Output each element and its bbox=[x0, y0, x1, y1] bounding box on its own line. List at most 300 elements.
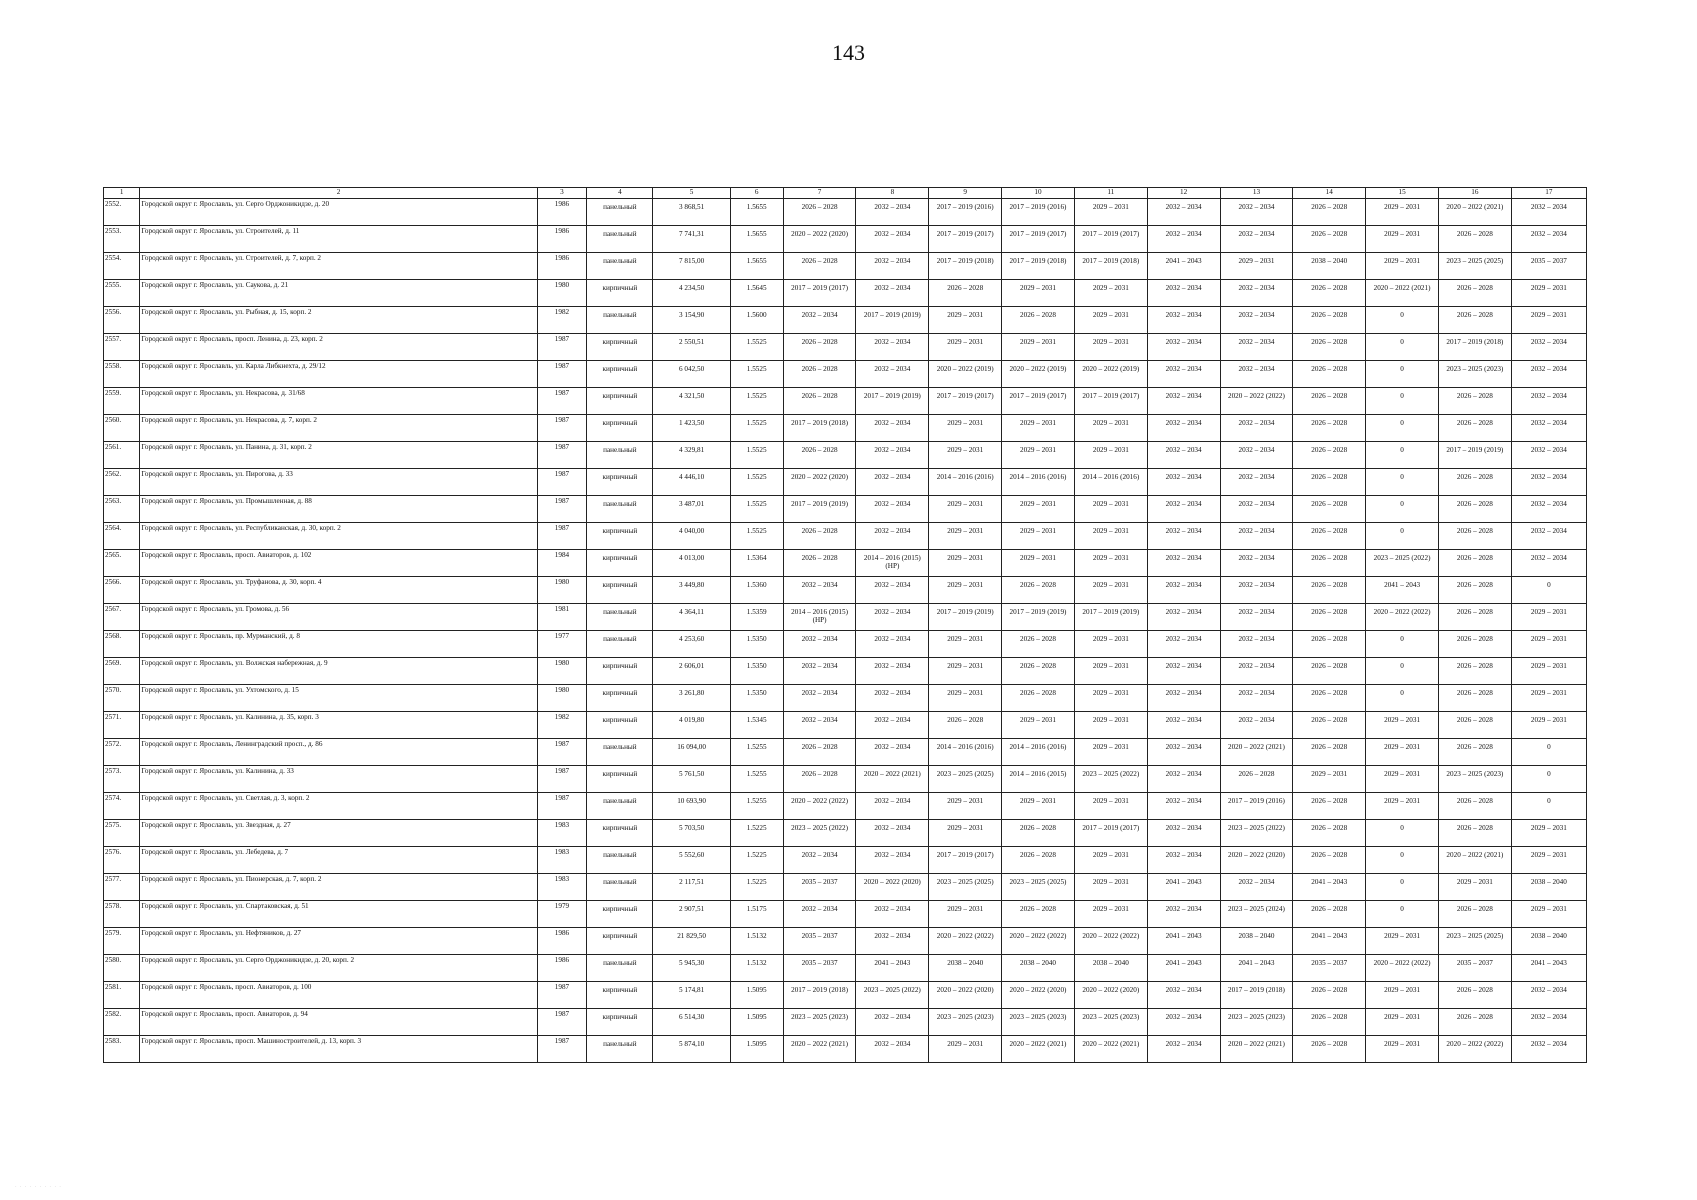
cell-text: 2017 – 2019 (2018) bbox=[1227, 986, 1285, 994]
table-cell bbox=[653, 415, 730, 442]
table-cell bbox=[1438, 307, 1511, 334]
table-cell bbox=[1074, 766, 1147, 793]
table-cell bbox=[1438, 982, 1511, 1009]
table-cell bbox=[856, 604, 929, 631]
cell-text: 1.5345 bbox=[746, 716, 767, 724]
cell-text: 3 154,90 bbox=[679, 311, 705, 319]
cell-text: 2029 – 2031 bbox=[1020, 419, 1056, 427]
table-cell bbox=[140, 685, 537, 712]
table-cell bbox=[587, 1036, 653, 1063]
table-cell bbox=[104, 388, 140, 415]
cell-text: 2032 – 2034 bbox=[874, 608, 911, 616]
cell-text: 0 bbox=[1400, 824, 1404, 832]
cell-text: 2032 – 2034 bbox=[1165, 554, 1202, 562]
table-cell bbox=[1293, 469, 1366, 496]
cell-text: 2029 – 2031 bbox=[1384, 1013, 1421, 1021]
table-cell bbox=[783, 793, 856, 820]
cell-text: 2580. bbox=[105, 956, 122, 964]
table-cell bbox=[140, 307, 537, 334]
table-cell bbox=[856, 442, 929, 469]
cell-text: 2020 – 2022 (2022) bbox=[1227, 392, 1285, 400]
cell-text: 2032 – 2034 bbox=[1165, 608, 1202, 616]
cell-text: 1987 bbox=[554, 983, 570, 991]
cell-text: 1986 bbox=[554, 956, 570, 964]
cell-text: 0 bbox=[1400, 851, 1404, 859]
table-cell bbox=[929, 253, 1002, 280]
cell-text: 2032 – 2034 bbox=[1238, 230, 1275, 238]
cell-text: 2029 – 2031 bbox=[1456, 878, 1493, 886]
table-cell bbox=[929, 307, 1002, 334]
cell-text: 2017 – 2019 (2018) bbox=[1009, 257, 1067, 265]
table-cell bbox=[1220, 901, 1293, 928]
cell-text: 2032 – 2034 bbox=[1165, 770, 1202, 778]
cell-text: 2041 – 2043 bbox=[1311, 932, 1348, 940]
cell-text: 0 bbox=[1400, 500, 1404, 508]
table-cell bbox=[1002, 496, 1075, 523]
cell-text: 2032 – 2034 bbox=[1530, 986, 1567, 994]
table-cell bbox=[783, 874, 856, 901]
table-cell bbox=[856, 793, 929, 820]
cell-text: 2026 – 2028 bbox=[1456, 554, 1493, 562]
cell-text: 1987 bbox=[554, 524, 570, 532]
cell-text: 2566. bbox=[105, 578, 122, 586]
table-cell bbox=[537, 928, 587, 955]
cell-text: 2026 – 2028 bbox=[1238, 770, 1275, 778]
table-cell bbox=[856, 712, 929, 739]
cell-text: 2029 – 2031 bbox=[1530, 689, 1567, 697]
cell-text: 2026 – 2028 bbox=[1456, 716, 1493, 724]
table-cell bbox=[1366, 442, 1439, 469]
table-cell bbox=[1002, 388, 1075, 415]
cell-text: Городской округ г. Ярославль, просп. Авиаторов, д. 102 bbox=[141, 551, 312, 559]
table-cell bbox=[140, 361, 537, 388]
table-cell bbox=[1002, 1036, 1075, 1063]
table-cell bbox=[653, 1036, 730, 1063]
table-cell bbox=[587, 874, 653, 901]
table-cell bbox=[104, 361, 140, 388]
cell-text: 6 042,50 bbox=[679, 365, 705, 373]
column-number-6: 6 bbox=[730, 188, 783, 199]
table-cell bbox=[1511, 631, 1586, 658]
cell-text: 1979 bbox=[554, 902, 570, 910]
table-cell bbox=[653, 685, 730, 712]
cell-text: Городской округ г. Ярославль, ул. Пирогова, д. 33 bbox=[141, 470, 293, 478]
table-cell bbox=[1293, 928, 1366, 955]
cell-text: Городской округ г. Ярославль, ул. Светлая, д. 3, корп. 2 bbox=[141, 794, 310, 802]
table-cell bbox=[1220, 280, 1293, 307]
cell-text: 2020 – 2022 (2019) bbox=[936, 365, 994, 373]
cell-text: 5 874,10 bbox=[679, 1040, 705, 1048]
cell-text: 2560. bbox=[105, 416, 122, 424]
table-cell bbox=[1511, 361, 1586, 388]
cell-text: 2026 – 2028 bbox=[1311, 1040, 1348, 1048]
cell-text: 2017 – 2019 (2019) bbox=[1082, 608, 1140, 616]
cell-text: кирпичный bbox=[602, 338, 638, 346]
cell-text: 2583. bbox=[105, 1037, 122, 1045]
table-cell bbox=[587, 982, 653, 1009]
cell-text: 2029 – 2031 bbox=[947, 338, 984, 346]
table-cell bbox=[1220, 739, 1293, 766]
table-cell bbox=[104, 226, 140, 253]
table-cell bbox=[856, 820, 929, 847]
table-cell bbox=[1002, 739, 1075, 766]
table-cell bbox=[1438, 226, 1511, 253]
cell-text: 2032 – 2034 bbox=[1165, 824, 1202, 832]
table-cell bbox=[1002, 955, 1075, 982]
cell-text: 1.5655 bbox=[746, 230, 767, 238]
cell-text: 2032 – 2034 bbox=[1165, 1013, 1202, 1021]
cell-text: 2032 – 2034 bbox=[1165, 392, 1202, 400]
table-cell bbox=[104, 469, 140, 496]
cell-text: 2023 – 2025 (2023) bbox=[1446, 365, 1504, 373]
table-row bbox=[104, 361, 1587, 388]
table-cell bbox=[104, 766, 140, 793]
cell-text: 2041 – 2043 bbox=[1238, 959, 1275, 967]
table-cell bbox=[1002, 982, 1075, 1009]
table-cell bbox=[587, 901, 653, 928]
cell-text: 0 bbox=[1400, 878, 1404, 886]
cell-text: 2 907,51 bbox=[679, 905, 705, 913]
table-cell bbox=[1002, 550, 1075, 577]
cell-text: 2020 – 2022 (2021) bbox=[1373, 284, 1431, 292]
table-cell bbox=[587, 523, 653, 550]
cell-text: 1986 bbox=[554, 200, 570, 208]
cell-text: 4 040,00 bbox=[679, 527, 705, 535]
cell-text: 2017 – 2019 (2018) bbox=[791, 986, 849, 994]
cell-text: 2026 – 2028 bbox=[1311, 581, 1348, 589]
cell-text: 2017 – 2019 (2017) bbox=[1009, 392, 1067, 400]
cell-text: 2026 – 2028 bbox=[1311, 365, 1348, 373]
table-cell bbox=[653, 1009, 730, 1036]
cell-text: 2035 – 2037 bbox=[1530, 257, 1567, 265]
table-cell bbox=[1074, 955, 1147, 982]
cell-text: 2017 – 2019 (2017) bbox=[791, 284, 849, 292]
table-cell bbox=[653, 550, 730, 577]
cell-text: 2564. bbox=[105, 524, 122, 532]
cell-text: 2032 – 2034 bbox=[1530, 230, 1567, 238]
cell-text: 1.5225 bbox=[746, 824, 767, 832]
cell-text: 2026 – 2028 bbox=[1456, 392, 1493, 400]
table-cell bbox=[140, 982, 537, 1009]
cell-text: 2029 – 2031 bbox=[1384, 770, 1421, 778]
cell-text: панельный bbox=[603, 608, 637, 616]
cell-text: 2020 – 2022 (2021) bbox=[1227, 1040, 1285, 1048]
cell-text: 2026 – 2028 bbox=[1456, 581, 1493, 589]
cell-text: 1982 bbox=[554, 713, 570, 721]
cell-text: 2026 – 2028 bbox=[1456, 689, 1493, 697]
cell-text: 2029 – 2031 bbox=[1530, 824, 1567, 832]
table-cell bbox=[730, 658, 783, 685]
cell-text: 1987 bbox=[554, 416, 570, 424]
cell-text: 3 449,80 bbox=[679, 581, 705, 589]
cell-text: 2029 – 2031 bbox=[947, 554, 984, 562]
table-cell bbox=[1074, 685, 1147, 712]
cell-text: 2576. bbox=[105, 848, 122, 856]
cell-text: 2014 – 2016 (2016) bbox=[936, 743, 994, 751]
table-cell bbox=[1511, 847, 1586, 874]
cell-text: 2020 – 2022 (2021) bbox=[1227, 743, 1285, 751]
cell-text: 2032 – 2034 bbox=[1238, 419, 1275, 427]
table-cell bbox=[1002, 685, 1075, 712]
table-cell bbox=[1220, 604, 1293, 631]
table-cell bbox=[104, 631, 140, 658]
cell-text: 2017 – 2019 (2017) bbox=[1082, 824, 1140, 832]
table-cell bbox=[783, 604, 856, 631]
cell-text: 2029 – 2031 bbox=[1311, 770, 1348, 778]
cell-text: 2041 – 2043 bbox=[1165, 257, 1202, 265]
table-cell bbox=[1147, 199, 1220, 226]
cell-text: 2017 – 2019 (2018) bbox=[1446, 338, 1504, 346]
cell-text: 2038 – 2040 bbox=[1020, 959, 1056, 967]
cell-text: 2029 – 2031 bbox=[1384, 743, 1421, 751]
cell-text: 2026 – 2028 bbox=[1456, 419, 1493, 427]
table-cell bbox=[1366, 766, 1439, 793]
cell-text: кирпичный bbox=[602, 662, 638, 670]
table-cell bbox=[1293, 280, 1366, 307]
table-cell bbox=[783, 550, 856, 577]
cell-text: 2029 – 2031 bbox=[1530, 662, 1567, 670]
table-cell bbox=[1438, 874, 1511, 901]
table-cell bbox=[1220, 982, 1293, 1009]
cell-text: 1.5655 bbox=[746, 203, 767, 211]
table-cell bbox=[1220, 307, 1293, 334]
cell-text: 2026 – 2028 bbox=[1456, 230, 1493, 238]
cell-text: 2026 – 2028 bbox=[1311, 635, 1348, 643]
table-cell bbox=[730, 550, 783, 577]
cell-text: 2555. bbox=[105, 281, 122, 289]
table-cell bbox=[1147, 577, 1220, 604]
table-cell bbox=[1438, 523, 1511, 550]
cell-text: кирпичный bbox=[602, 689, 638, 697]
cell-text: 1.5600 bbox=[746, 311, 767, 319]
cell-text: 2026 – 2028 bbox=[1456, 311, 1493, 319]
table-cell bbox=[587, 847, 653, 874]
cell-text: 2559. bbox=[105, 389, 122, 397]
cell-text: 2032 – 2034 bbox=[801, 716, 838, 724]
table-cell bbox=[929, 577, 1002, 604]
cell-text: 2561. bbox=[105, 443, 122, 451]
cell-text: 2026 – 2028 bbox=[1456, 824, 1493, 832]
cell-text: Городской округ г. Ярославль, ул. Республиканская, д. 30, корп. 2 bbox=[141, 524, 341, 532]
table-cell bbox=[730, 685, 783, 712]
table-cell bbox=[104, 523, 140, 550]
table-cell bbox=[587, 928, 653, 955]
cell-text: 2552. bbox=[105, 200, 122, 208]
table-cell bbox=[1511, 280, 1586, 307]
table-cell bbox=[730, 334, 783, 361]
cell-text: 2032 – 2034 bbox=[1238, 446, 1275, 454]
table-cell bbox=[1293, 793, 1366, 820]
table-cell bbox=[1002, 334, 1075, 361]
column-number-8: 8 bbox=[856, 188, 929, 199]
table-cell bbox=[1002, 226, 1075, 253]
cell-text: 1.5525 bbox=[746, 365, 767, 373]
cell-text: Городской округ г. Ярославль, ул. Некрасова, д. 7, корп. 2 bbox=[141, 416, 318, 424]
table-cell bbox=[1002, 658, 1075, 685]
cell-text: 2026 – 2028 bbox=[1311, 716, 1348, 724]
cell-text: 1980 bbox=[554, 578, 570, 586]
cell-text: кирпичный bbox=[602, 419, 638, 427]
table-cell bbox=[104, 496, 140, 523]
cell-text: 2029 – 2031 bbox=[1530, 851, 1567, 859]
table-row bbox=[104, 469, 1587, 496]
cell-text: 2020 – 2022 (2021) bbox=[1009, 1040, 1067, 1048]
cell-text: 2032 – 2034 bbox=[801, 311, 838, 319]
cell-text: 2014 – 2016 (2016) bbox=[1082, 473, 1140, 481]
table-cell bbox=[537, 712, 587, 739]
cell-text: 2014 – 2016 (2016) bbox=[1009, 743, 1067, 751]
cell-text: 2029 – 2031 bbox=[1092, 284, 1129, 292]
cell-text: 2032 – 2034 bbox=[1530, 500, 1567, 508]
table-cell bbox=[1147, 658, 1220, 685]
table-cell bbox=[1293, 226, 1366, 253]
column-number-9: 9 bbox=[929, 188, 1002, 199]
column-number-2: 2 bbox=[140, 188, 537, 199]
table-cell bbox=[104, 1009, 140, 1036]
cell-text: 1.5525 bbox=[746, 527, 767, 535]
table-row bbox=[104, 199, 1587, 226]
cell-text: 2041 – 2043 bbox=[1165, 932, 1202, 940]
column-number-5: 5 bbox=[653, 188, 730, 199]
table-cell bbox=[783, 469, 856, 496]
cell-text: 1.5350 bbox=[746, 689, 767, 697]
table-cell bbox=[140, 415, 537, 442]
cell-text: 2582. bbox=[105, 1010, 122, 1018]
table-cell bbox=[104, 955, 140, 982]
table-row bbox=[104, 631, 1587, 658]
table-cell bbox=[1511, 550, 1586, 577]
table-cell bbox=[1147, 334, 1220, 361]
table-cell bbox=[1147, 523, 1220, 550]
table-cell bbox=[140, 955, 537, 982]
table-cell bbox=[140, 928, 537, 955]
table-cell bbox=[537, 469, 587, 496]
table-cell bbox=[1293, 658, 1366, 685]
table-cell bbox=[653, 604, 730, 631]
table-cell bbox=[929, 685, 1002, 712]
cell-text: 3 487,01 bbox=[679, 500, 705, 508]
table-cell bbox=[537, 901, 587, 928]
cell-text: Городской округ г. Ярославль, ул. Ухтомского, д. 15 bbox=[141, 686, 299, 694]
table-cell bbox=[1511, 604, 1586, 631]
table-cell bbox=[140, 1009, 537, 1036]
cell-text: 2032 – 2034 bbox=[1238, 500, 1275, 508]
table-cell bbox=[856, 766, 929, 793]
cell-text: 2023 – 2025 (2023) bbox=[1227, 1013, 1285, 1021]
table-cell bbox=[783, 361, 856, 388]
cell-text: 2032 – 2034 bbox=[1165, 797, 1202, 805]
table-cell bbox=[1074, 523, 1147, 550]
table-cell bbox=[1147, 739, 1220, 766]
cell-text: 4 019,80 bbox=[679, 716, 705, 724]
table-row bbox=[104, 442, 1587, 469]
table-cell bbox=[587, 739, 653, 766]
table-cell bbox=[1293, 901, 1366, 928]
table-cell bbox=[856, 982, 929, 1009]
cell-text: 4 013,00 bbox=[679, 554, 705, 562]
cell-text: 2029 – 2031 bbox=[1092, 311, 1129, 319]
table-cell bbox=[929, 658, 1002, 685]
cell-text: 5 761,50 bbox=[679, 770, 705, 778]
cell-text: 2581. bbox=[105, 983, 122, 991]
cell-text: 2032 – 2034 bbox=[1165, 230, 1202, 238]
table-cell bbox=[653, 793, 730, 820]
cell-text: 0 bbox=[1547, 581, 1551, 589]
cell-text: Городской округ г. Ярославль, ул. Строителей, д. 11 bbox=[141, 227, 300, 235]
cell-text: 2032 – 2034 bbox=[801, 851, 838, 859]
table-cell bbox=[929, 226, 1002, 253]
cell-text: 1977 bbox=[554, 632, 570, 640]
cell-text: 2035 – 2037 bbox=[1311, 959, 1348, 967]
table-cell bbox=[1147, 685, 1220, 712]
cell-text: 2041 – 2043 bbox=[1384, 581, 1421, 589]
table-cell bbox=[730, 739, 783, 766]
cell-text: 2035 – 2037 bbox=[1456, 959, 1493, 967]
table-cell bbox=[140, 793, 537, 820]
cell-text: 2026 – 2028 bbox=[1456, 527, 1493, 535]
cell-text: 0 bbox=[1400, 419, 1404, 427]
table-cell bbox=[1074, 550, 1147, 577]
table-cell bbox=[653, 820, 730, 847]
cell-text: кирпичный bbox=[602, 527, 638, 535]
page-number: 143 bbox=[832, 40, 865, 65]
cell-text: 2026 – 2028 bbox=[1311, 338, 1348, 346]
table-cell bbox=[1002, 577, 1075, 604]
table-cell bbox=[587, 685, 653, 712]
table-cell bbox=[783, 1036, 856, 1063]
table-cell bbox=[856, 199, 929, 226]
cell-text: 2032 – 2034 bbox=[1530, 365, 1567, 373]
cell-text: Городской округ г. Ярославль, ул. Труфанова, д. 30, корп. 4 bbox=[141, 578, 322, 586]
cell-text: 2026 – 2028 bbox=[947, 716, 984, 724]
cell-text: 0 bbox=[1400, 338, 1404, 346]
cell-text: 2026 – 2028 bbox=[1311, 824, 1348, 832]
table-cell bbox=[1074, 982, 1147, 1009]
cell-text: 2032 – 2034 bbox=[1165, 581, 1202, 589]
table-cell bbox=[1074, 847, 1147, 874]
cell-text: панельный bbox=[603, 878, 637, 886]
table-cell bbox=[783, 280, 856, 307]
table-cell bbox=[1293, 712, 1366, 739]
table-cell bbox=[537, 766, 587, 793]
table-cell bbox=[1220, 955, 1293, 982]
cell-text: 2026 – 2028 bbox=[1456, 608, 1493, 616]
table-row bbox=[104, 226, 1587, 253]
table-cell bbox=[1147, 901, 1220, 928]
cell-text: Городской округ г. Ярославль, ул. Нефтяников, д. 27 bbox=[141, 929, 302, 937]
table-cell bbox=[587, 955, 653, 982]
table-cell bbox=[856, 685, 929, 712]
cell-text: 2029 – 2031 bbox=[1384, 203, 1421, 211]
cell-text: 2029 – 2031 bbox=[947, 527, 984, 535]
table-cell bbox=[730, 631, 783, 658]
cell-text: 2026 – 2028 bbox=[1020, 851, 1056, 859]
table-cell bbox=[929, 550, 1002, 577]
cell-text: 2032 – 2034 bbox=[1238, 608, 1275, 616]
cell-text: 2017 – 2019 (2019) bbox=[863, 392, 921, 400]
cell-text: 2035 – 2037 bbox=[801, 932, 838, 940]
cell-text: 2029 – 2031 bbox=[1384, 257, 1421, 265]
cell-text: 2029 – 2031 bbox=[1092, 635, 1129, 643]
table-cell bbox=[783, 307, 856, 334]
table-row bbox=[104, 739, 1587, 766]
table-cell bbox=[1002, 469, 1075, 496]
cell-text: Городской округ г. Ярославль, ул. Калинина, д. 33 bbox=[141, 767, 294, 775]
cell-text: 21 829,50 bbox=[677, 932, 706, 940]
table-row bbox=[104, 280, 1587, 307]
table-cell bbox=[1147, 1009, 1220, 1036]
table-cell bbox=[730, 523, 783, 550]
